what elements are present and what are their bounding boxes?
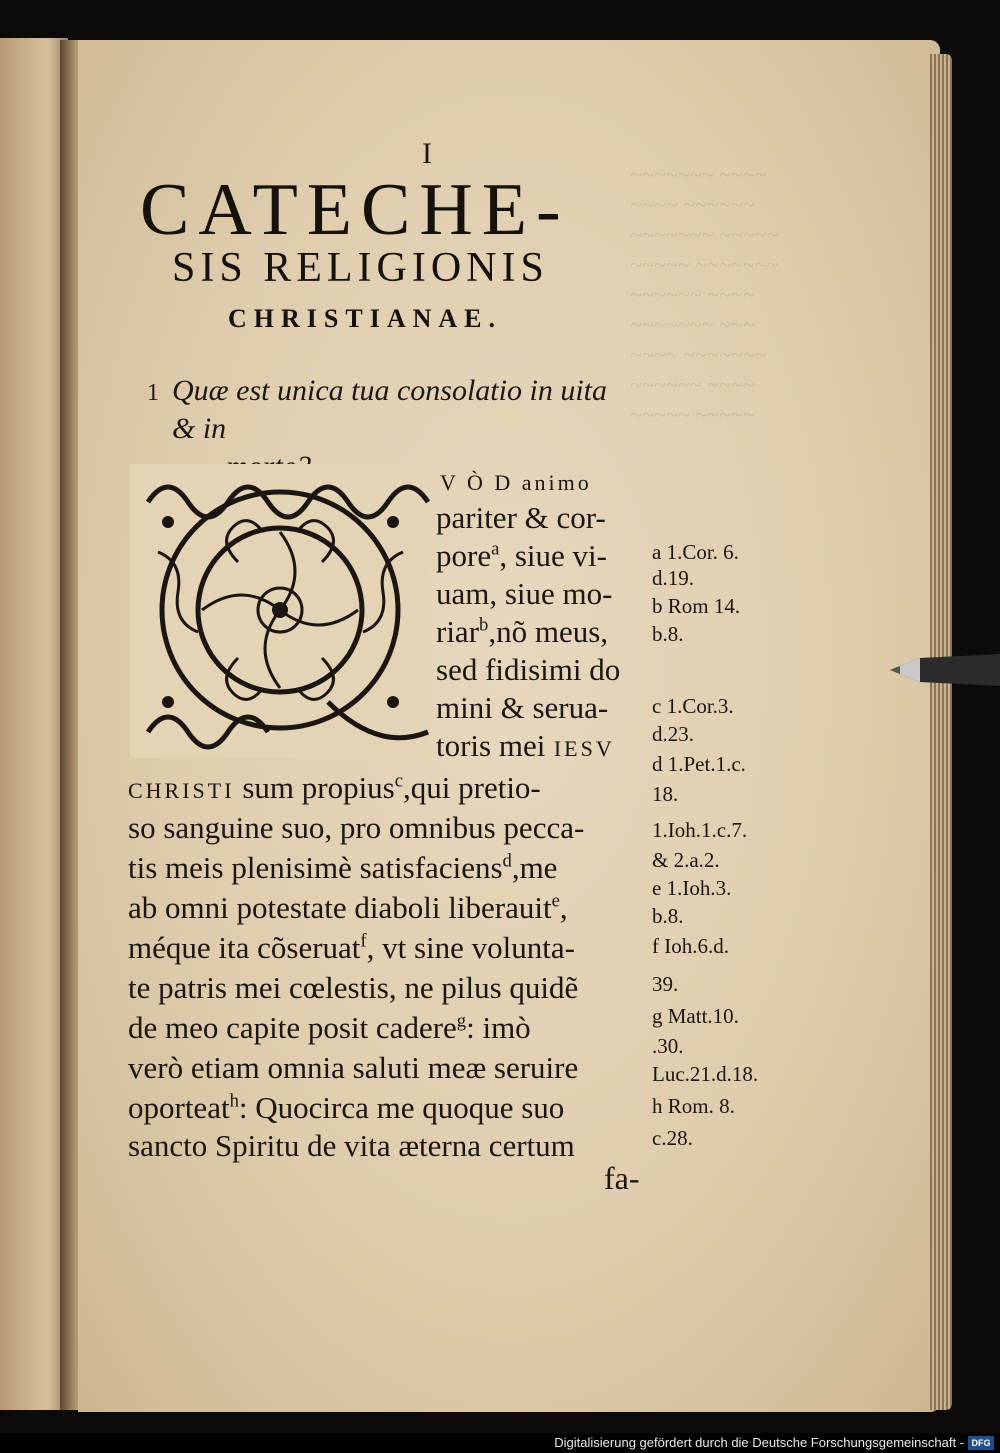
margin-note: c 1.Cor.3. <box>652 694 734 718</box>
funding-credit: Digitalisierung gefördert durch die Deutsche Forschungsgemeinschaft - <box>554 1435 964 1450</box>
margin-note: d.23. <box>652 722 694 746</box>
dfg-logo: DFG <box>968 1436 994 1450</box>
answer-line: ab omni potestate diaboli liberauit$^e$, <box>128 890 568 925</box>
margin-note: 1.Ioh.1.c.7. <box>652 818 748 842</box>
answer-line: verò etiam omnia saluti meæ seruire <box>128 1050 579 1085</box>
answer-line: te patris mei cœlestis, ne pilus quidẽ <box>128 970 579 1005</box>
answer-line: toris mei IESV <box>436 728 615 763</box>
show-through-text: ~~~~~~~ ~~~~ ~~~~ ~~~~~~ ~~~~~~~ ~~~~~ ~~~~~ ~~~~~~~ ~~~~~~ ~~~~ ~~~~~~~ ~~~ ~~~~ ~~~~~~~ ~~~~~~ ~~~~ ~~~~~ ~~~~~ <box>630 162 779 427</box>
margin-note: d.19. <box>652 566 694 590</box>
margin-note: f Ioh.6.d. <box>652 934 729 958</box>
answer-line: V Ò D animo <box>440 470 592 495</box>
answer-line: so sanguine suo, pro omnibus pecca- <box>128 810 585 845</box>
answer-line: de meo capite posit cadere$^g$: imò <box>128 1010 531 1045</box>
margin-note: a 1.Cor. 6. <box>652 540 739 564</box>
left-page-edge <box>0 38 68 1410</box>
margin-note: b.8. <box>652 622 684 646</box>
question-line-1: Quæ est unica tua consolatio in uita & in <box>172 374 607 445</box>
margin-note: Luc.21.d.18. <box>652 1062 759 1086</box>
answer-line: riar$^b$,nõ meus, <box>436 614 609 649</box>
margin-note: .30. <box>652 1034 684 1058</box>
title-line-1: CATECHE- <box>140 169 570 251</box>
pointer-pencil-icon <box>890 650 1000 690</box>
answer-line: uam, siue mo- <box>436 576 613 611</box>
answer-line: pore$^a$, siue vi- <box>436 538 607 573</box>
margin-note: e 1.Ioh.3. <box>652 876 732 900</box>
answer-line: mini & serua- <box>436 690 609 725</box>
answer-line: tis meis plenisimè satisfaciens$^d$,me <box>128 850 558 885</box>
question-number: 1 <box>147 380 159 406</box>
margin-note: & 2.a.2. <box>652 848 720 872</box>
margin-note: c.28. <box>652 1126 693 1150</box>
answer-line: sed fidisimi do <box>436 652 621 687</box>
catchword: fa- <box>604 1160 640 1196</box>
answer-line: pariter & cor- <box>436 500 606 535</box>
answer-line: sancto Spiritu de vita æterna certum <box>128 1128 575 1163</box>
margin-note: g Matt.10. <box>652 1004 739 1028</box>
decorated-initial-q-icon <box>128 462 433 762</box>
title-line-3: CHRISTIANAE. <box>228 304 502 333</box>
answer-line: CHRISTI sum propius$^c$,qui pretio- <box>128 770 541 805</box>
margin-note: b Rom 14. <box>652 594 741 618</box>
margin-note: 18. <box>652 782 679 806</box>
title-line-2: SIS RELIGIONIS <box>172 245 549 291</box>
page-fore-edge <box>930 54 952 1410</box>
margin-note: b.8. <box>652 904 684 928</box>
margin-note: 39. <box>652 972 679 996</box>
margin-note: d 1.Pet.1.c. <box>652 752 746 776</box>
page-folio: I <box>422 137 432 170</box>
margin-note: h Rom. 8. <box>652 1094 735 1118</box>
answer-line: méque ita cõseruat$^f$, vt sine volunta- <box>128 930 575 965</box>
answer-line: oporteat$^h$: Quocirca me quoque suo <box>128 1090 565 1125</box>
